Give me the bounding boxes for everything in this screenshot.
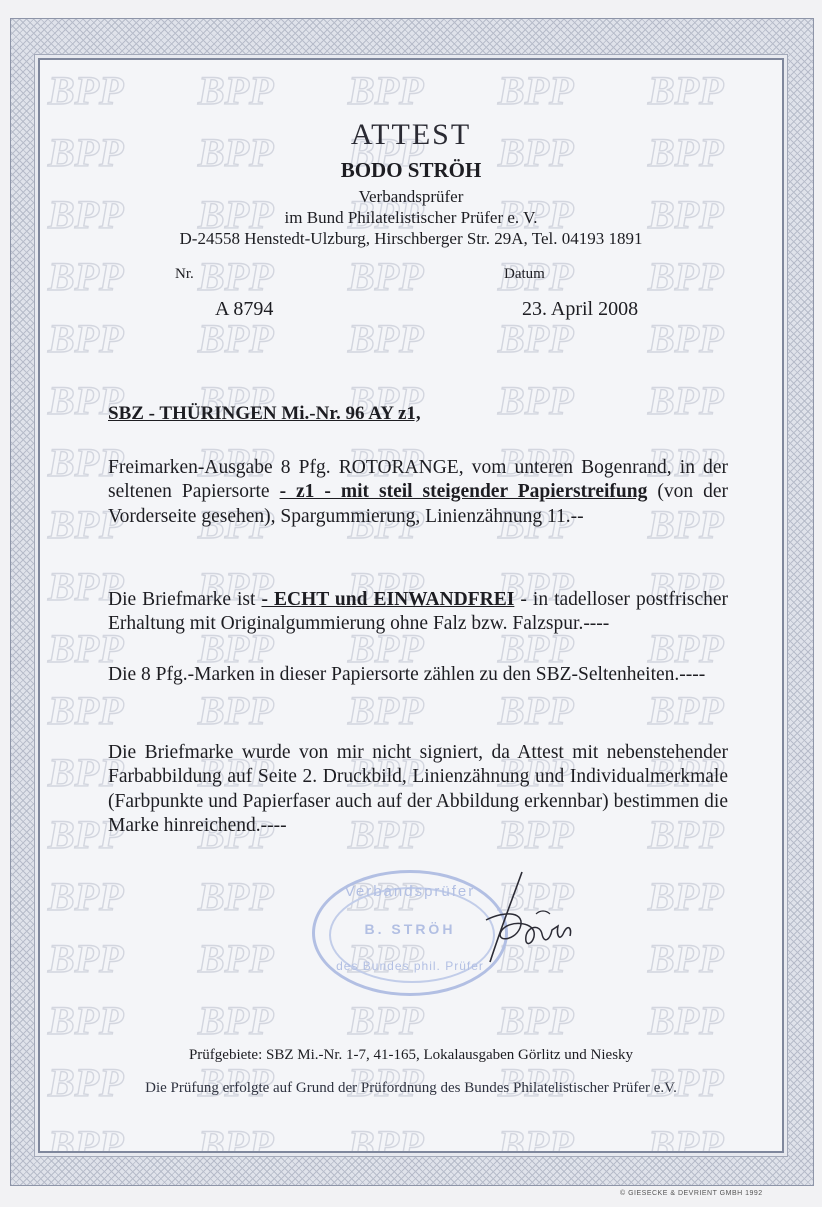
signature-note-paragraph: Die Briefmarke wurde von mir nicht signiert, da Attest mit nebenstehender Farbabbildung auf Seite 2. Druckbild, Linienzähnung und Individualmerkmale (Farbpunkte und Papierfaser auch auf der Abbildung erkennbar) bestimmen die Marke hinreichend.----: [108, 742, 728, 837]
verdict-paragraph: [108, 588, 728, 637]
date-label: Datum: [504, 266, 545, 282]
certificate-number: A 8794: [215, 298, 274, 320]
handwritten-signature: [476, 870, 576, 970]
examiner-role: Verbandsprüfer: [358, 187, 464, 206]
examination-areas: Prüfgebiete: SBZ Mi.-Nr. 1-7, 41-165, Lokalausgaben Görlitz und Niesky: [188, 1047, 634, 1063]
certificate-date: 23. April 2008: [522, 298, 639, 320]
stamp-heading: SBZ - THÜRINGEN Mi.-Nr. 96 AY z1,: [108, 403, 421, 424]
examination-rules-note: Die Prüfung erfolgte auf Grund der Prüfordnung des Bundes Philatelistischer Prüfer e.V.: [145, 1080, 677, 1096]
examiner-address: D-24558 Henstedt-Ulzburg, Hirschberger Str. 29A, Tel. 04193 1891: [179, 229, 643, 248]
verdict-emphasis: - ECHT und EINWANDFREI: [261, 589, 515, 610]
seal-bottom-text: des Bundes phil. Prüfer: [336, 959, 484, 973]
paper-type-emphasis: - z1 - mit steil steigender Papierstreifung: [279, 481, 648, 503]
association-name: im Bund Philatelistischer Prüfer e. V.: [284, 208, 538, 227]
certificate-title: ATTEST: [350, 118, 472, 151]
seal-name-text: B. STRÖH: [364, 921, 456, 937]
description-text: Freimarken-Ausgabe 8 Pfg. ROTORANGE, vom unteren Bogenrand, in der seltenen Papiersorte: [108, 457, 728, 503]
verdict-text: Die Briefmarke ist: [108, 589, 262, 610]
seal-top-text: Verbandsprüfer: [344, 883, 476, 900]
description-text-end: (von der Vorderseite gesehen), Spargummierung, Linienzähnung 11.--: [108, 481, 728, 527]
verdict-text-end: - in tadelloser postfrischer Erhaltung mit Originalgummierung ohne Falz bzw. Falzspur.----: [108, 589, 728, 635]
certificate-panel: [38, 58, 784, 1153]
rarity-paragraph: Die 8 Pfg.-Marken in dieser Papiersorte zählen zu den SBZ-Seltenheiten.----: [108, 664, 706, 685]
examiner-name: BODO STRÖH: [340, 158, 482, 182]
printer-copyright: © GIESECKE & DEVRIENT GMBH 1992: [620, 1190, 763, 1197]
number-label: Nr.: [175, 266, 194, 282]
description-paragraph: [108, 456, 728, 529]
